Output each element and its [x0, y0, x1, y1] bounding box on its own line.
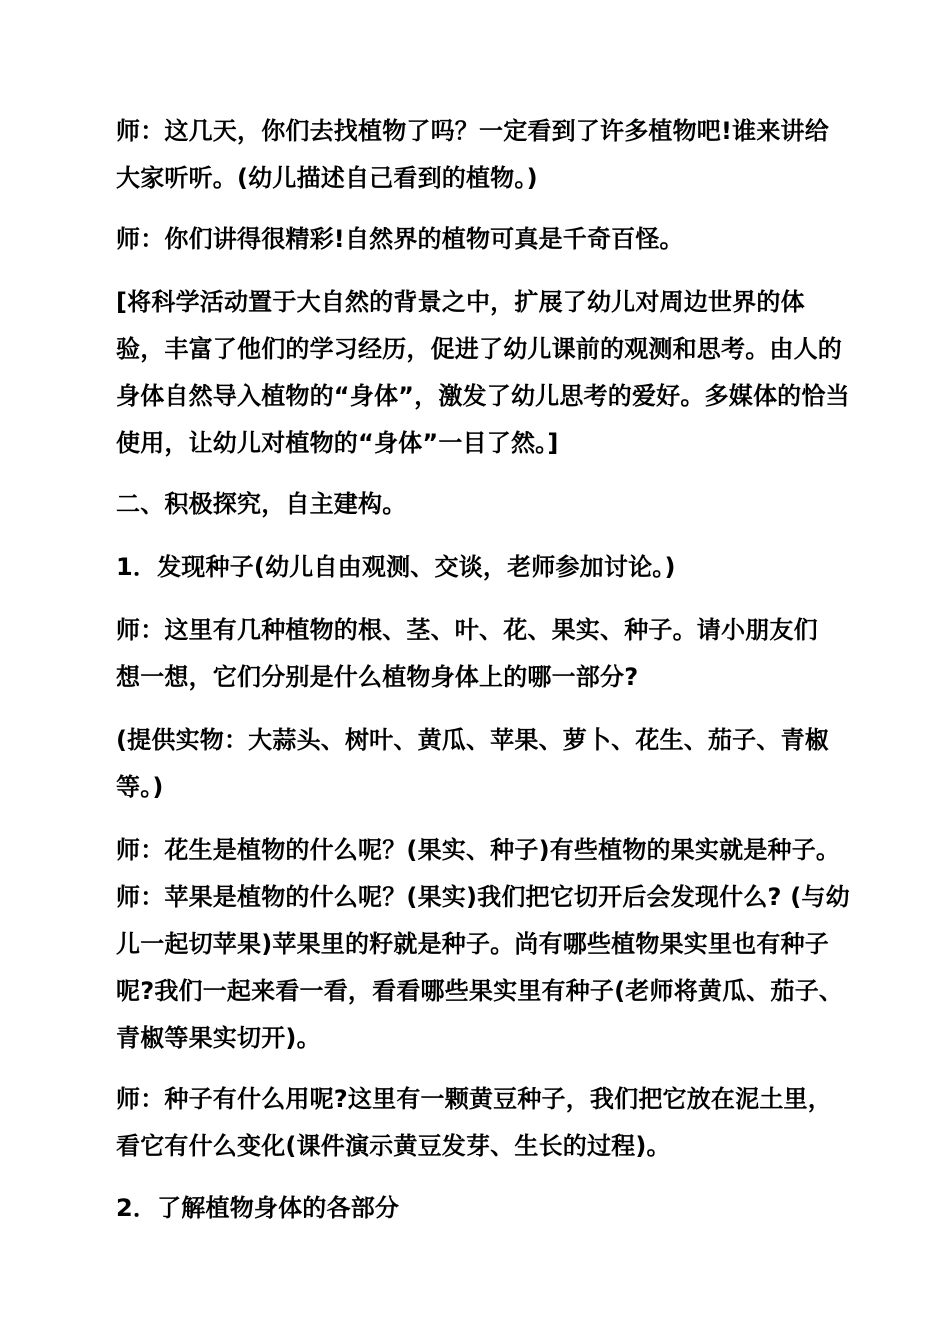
text-line: 2．了解植物身体的各部分 — [116, 1194, 400, 1222]
text-line: 儿一起切苹果)苹果里的籽就是种子。尚有哪些植物果实里也有种子 — [116, 930, 829, 958]
text-line: 1．发现种子(幼儿自由观测、交谈，老师参加讨论。) — [116, 553, 676, 581]
text-line: 身体自然导入植物的“身体”，激发了幼儿思考的爱好。多媒体的恰当 — [116, 382, 850, 410]
text-line: 二、积极探究，自主建构。 — [116, 490, 407, 518]
paragraph-commentary — [116, 279, 850, 467]
text-line: 师：花生是植物的什么呢？(果实、种子)有些植物的果实就是种子。 — [116, 836, 841, 864]
text-line: 验，丰富了他们的学习经历，促进了幼儿课前的观测和思考。由人的 — [116, 335, 842, 363]
text-line: 师：这里有几种植物的根、茎、叶、花、果实、种子。请小朋友们 — [116, 616, 818, 644]
text-line: 等。) — [116, 773, 164, 801]
paragraph-seed-use — [116, 1076, 838, 1170]
text-line: 看它有什么变化(课件演示黄豆发芽、生长的过程)。 — [116, 1132, 671, 1160]
subsection-heading-plant-body — [116, 1185, 838, 1232]
text-line: 师：这几天，你们去找植物了吗？一定看到了许多植物吧!谁来讲给 — [116, 117, 829, 145]
text-line: 想一想，它们分别是什么植物身体上的哪一部分? — [116, 663, 639, 691]
text-line: 师：苹果是植物的什么呢？(果实)我们把它切开后会发现什么? (与幼 — [116, 883, 850, 911]
text-line: 师：你们讲得很精彩!自然界的植物可真是千奇百怪。 — [116, 225, 684, 253]
section-heading-explore — [116, 481, 838, 528]
paragraph-materials — [116, 717, 838, 811]
text-line: 师：种子有什么用呢?这里有一颗黄豆种子，我们把它放在泥土里， — [116, 1085, 832, 1113]
text-line: 青椒等果实切开)。 — [116, 1024, 321, 1052]
text-line: 呢?我们一起来看一看，看看哪些果实里有种子(老师将黄瓜、茄子、 — [116, 977, 844, 1005]
text-line: (提供实物：大蒜头、树叶、黄瓜、苹果、萝卜、花生、茄子、青椒 — [116, 726, 829, 754]
paragraph-teacher-question — [116, 108, 838, 202]
text-line: [将科学活动置于大自然的背景之中，扩展了幼儿对周边世界的体 — [116, 288, 805, 316]
paragraph-teacher-praise — [116, 216, 838, 263]
paragraph-fruit-seeds-dialogue — [116, 827, 850, 1062]
text-line: 大家听听。(幼儿描述自己看到的植物。) — [116, 164, 538, 192]
subsection-heading-seeds — [116, 544, 838, 591]
paragraph-plant-parts-question — [116, 607, 838, 701]
text-line: 使用，让幼儿对植物的“身体”一目了然。] — [116, 429, 559, 457]
